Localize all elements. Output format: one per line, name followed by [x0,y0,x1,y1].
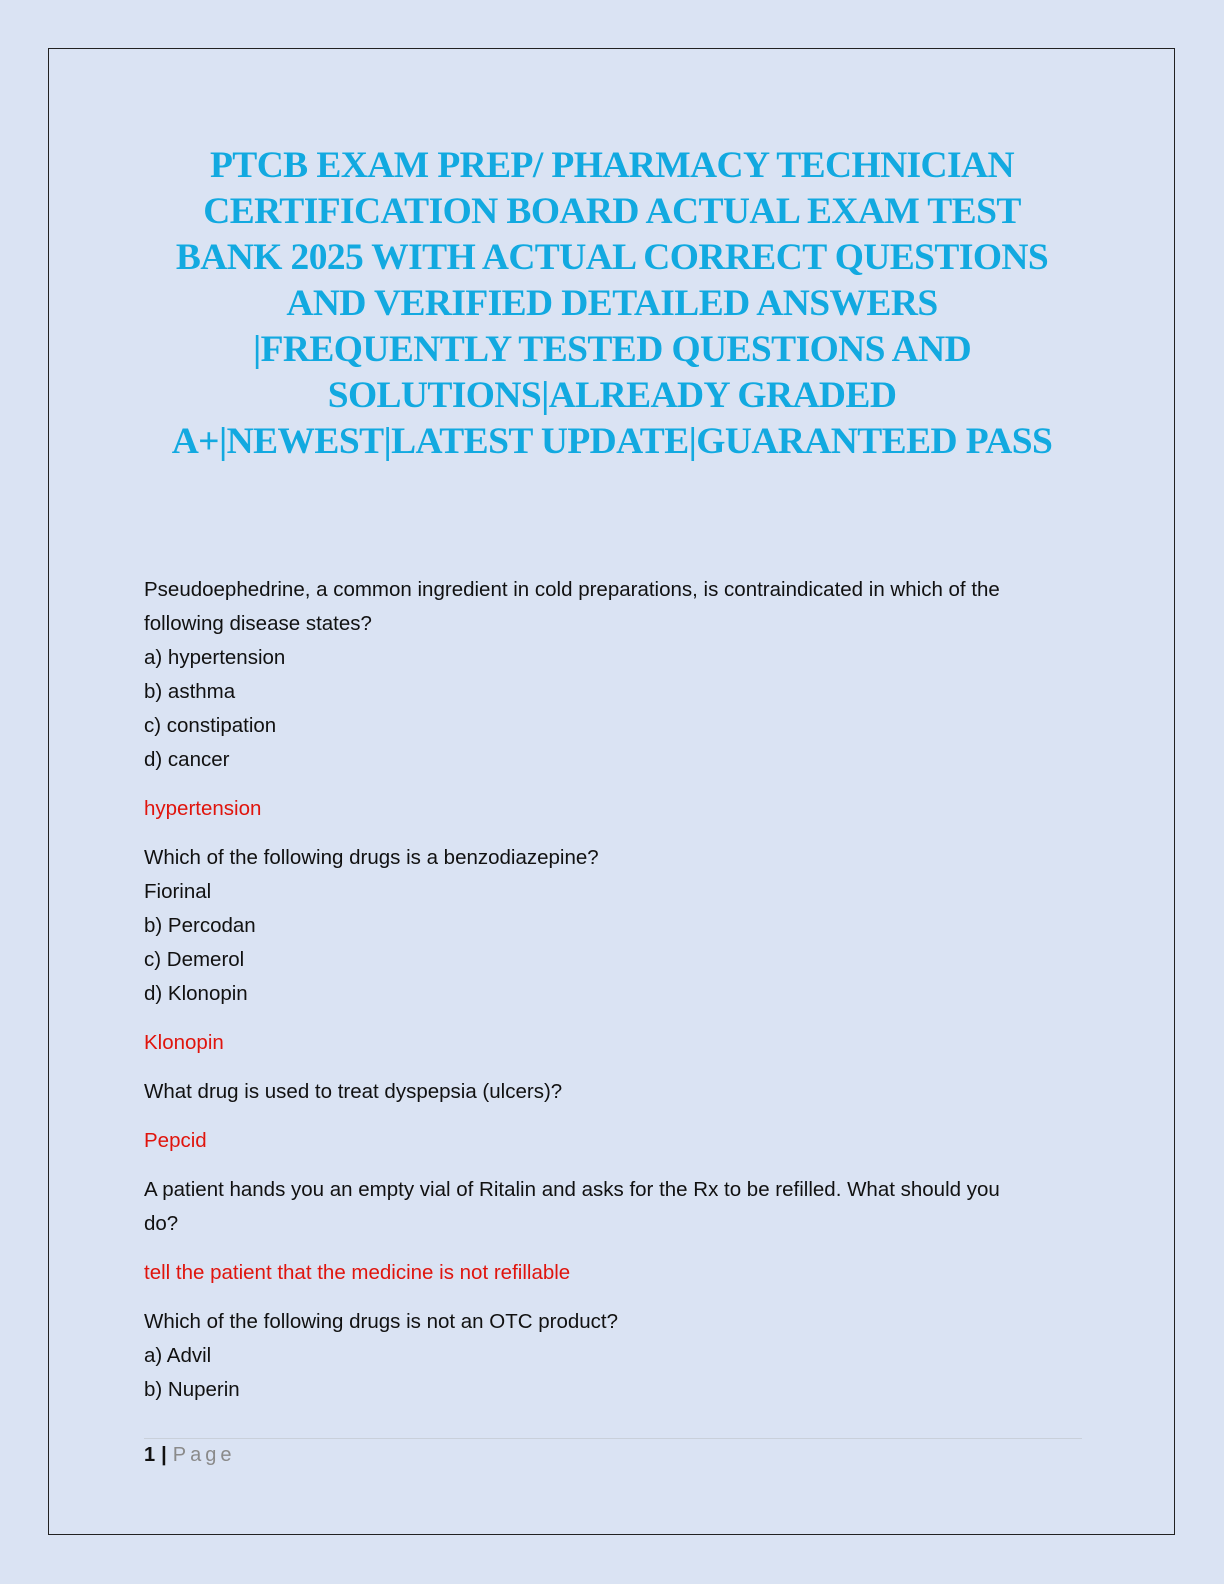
footer-separator: | [161,1444,167,1466]
option-a: Fiorinal [144,880,212,903]
title-line: BANK 2025 WITH ACTUAL CORRECT QUESTIONS [175,237,1049,278]
question-3 [144,1075,1084,1158]
title-line: AND VERIFIED DETAILED ANSWERS [286,283,938,324]
question-text: Which of the following drugs is not an OTC product? [144,1310,619,1333]
question-list [144,573,1084,1407]
option-b: b) Nuperin [144,1378,240,1401]
footer-divider [144,1438,1082,1439]
question-2 [144,841,1084,1060]
page-label: Page [172,1444,236,1466]
option-a: a) Advil [144,1344,212,1367]
title-line: |FREQUENTLY TESTED QUESTIONS AND [252,329,972,370]
question-text: do? [144,1212,179,1235]
answer-text: hypertension [144,797,262,820]
title-line: CERTIFICATION BOARD ACTUAL EXAM TEST [203,191,1021,232]
title-line: A+|NEWEST|LATEST UPDATE|GUARANTEED PASS [171,421,1053,462]
question-text: following disease states? [144,612,372,635]
option-d: d) cancer [144,748,230,771]
option-b: b) asthma [144,680,236,703]
answer-text: tell the patient that the medicine is not refillable [144,1261,571,1284]
question-text: Pseudoephedrine, a common ingredient in cold preparations, is contraindicated in which of the [144,578,1000,601]
option-c: c) constipation [144,714,277,737]
question-1 [144,573,1084,826]
option-b: b) Percodan [144,914,256,937]
question-5 [144,1305,1084,1407]
answer-text: Pepcid [144,1129,207,1152]
option-c: c) Demerol [144,948,245,971]
document-title [130,143,1094,465]
title-line: SOLUTIONS|ALREADY GRADED [327,375,897,416]
page-footer [144,1441,235,1469]
option-d: d) Klonopin [144,982,248,1005]
answer-text: Klonopin [144,1031,224,1054]
question-text: Which of the following drugs is a benzodiazepine? [144,846,599,869]
option-a: a) hypertension [144,646,286,669]
question-4 [144,1173,1084,1290]
question-text: What drug is used to treat dyspepsia (ulcers)? [144,1080,563,1103]
page-number: 1 [144,1444,156,1466]
question-text: A patient hands you an empty vial of Ritalin and asks for the Rx to be refilled. What should you [144,1178,1000,1201]
title-line: PTCB EXAM PREP/ PHARMACY TECHNICIAN [209,145,1014,186]
